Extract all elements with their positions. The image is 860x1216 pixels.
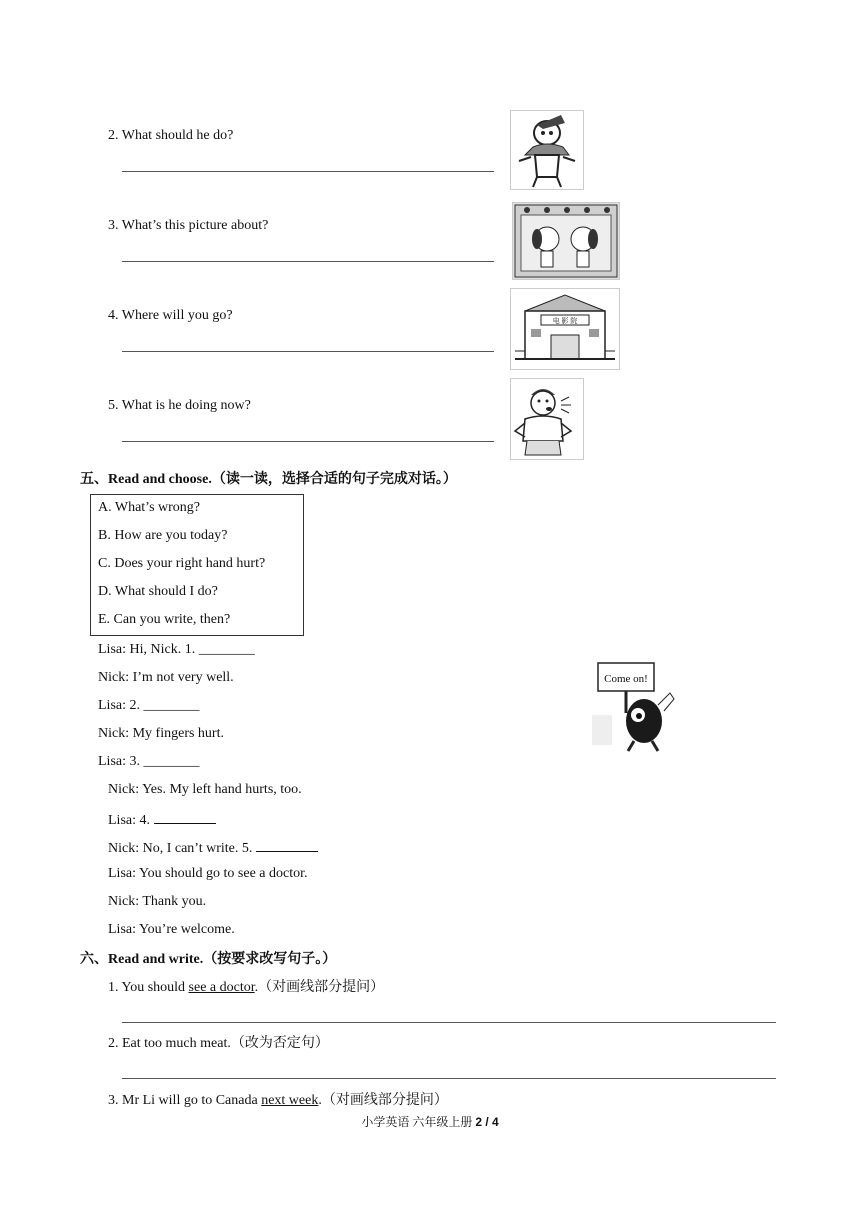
rewrite-question-1: 1. You should see a doctor.（对画线部分提问） xyxy=(108,980,385,995)
dialogue-line-10: Nick: Thank you. xyxy=(108,894,207,909)
answer-line[interactable] xyxy=(122,351,494,352)
answer-line[interactable] xyxy=(122,261,494,262)
dialogue-line-3: Lisa: 2. ________ xyxy=(98,698,200,713)
dialogue-line-5: Lisa: 3. ________ xyxy=(98,754,200,769)
dialogue-line-7: Lisa: 4. xyxy=(108,809,216,830)
answer-line[interactable] xyxy=(122,441,494,442)
answer-blank-4[interactable] xyxy=(154,809,216,824)
question-3: 3. What’s this picture about? xyxy=(108,218,269,233)
dialogue-line-6: Nick: Yes. My left hand hurts, too. xyxy=(108,782,302,797)
section-5-heading: 五、Read and choose.（读一读，选择合适的句子完成对话。） xyxy=(80,472,457,487)
option-c: C. Does your right hand hurt? xyxy=(98,556,266,571)
question-2: 2. What should he do? xyxy=(108,128,234,143)
man-shouting-image xyxy=(510,378,584,460)
answer-line[interactable] xyxy=(122,1022,776,1023)
dialogue-line-2: Nick: I’m not very well. xyxy=(98,670,234,685)
answer-line[interactable] xyxy=(122,1078,776,1079)
question-4: 4. Where will you go? xyxy=(108,308,233,323)
svg-text:电 影 院: 电 影 院 xyxy=(552,317,578,325)
dialogue-line-11: Lisa: You’re welcome. xyxy=(108,922,235,937)
page-number: 2 / 4 xyxy=(475,1115,499,1129)
man-with-scarf-sick-image xyxy=(510,110,584,190)
come-on-sign-text: Come on! xyxy=(604,673,648,685)
option-e: E. Can you write, then? xyxy=(98,612,231,627)
two-dogs-poster-image xyxy=(512,202,620,280)
dialogue-line-1: Lisa: Hi, Nick. 1. ________ xyxy=(98,642,255,657)
answer-blank-5[interactable] xyxy=(256,837,318,852)
answer-line[interactable] xyxy=(122,171,494,172)
dialogue-line-8: Nick: No, I can’t write. 5. xyxy=(108,837,318,858)
option-a: A. What’s wrong? xyxy=(98,500,200,515)
dialogue-line-4: Nick: My fingers hurt. xyxy=(98,726,224,741)
option-b: B. How are you today? xyxy=(98,528,228,543)
question-5: 5. What is he doing now? xyxy=(108,398,251,413)
option-d: D. What should I do? xyxy=(98,584,218,599)
rewrite-question-3: 3. Mr Li will go to Canada next week.（对画线部分提问） xyxy=(108,1093,448,1108)
rewrite-question-2: 2. Eat too much meat.（改为否定句） xyxy=(108,1036,329,1051)
section-6-heading: 六、Read and write.（按要求改写句子。） xyxy=(80,952,337,967)
come-on-sign-image xyxy=(592,655,696,755)
page-footer: 小学英语 六年级上册 2 / 4 xyxy=(361,1115,499,1129)
cinema-building-image xyxy=(510,288,620,370)
dialogue-line-9: Lisa: You should go to see a doctor. xyxy=(108,866,308,881)
